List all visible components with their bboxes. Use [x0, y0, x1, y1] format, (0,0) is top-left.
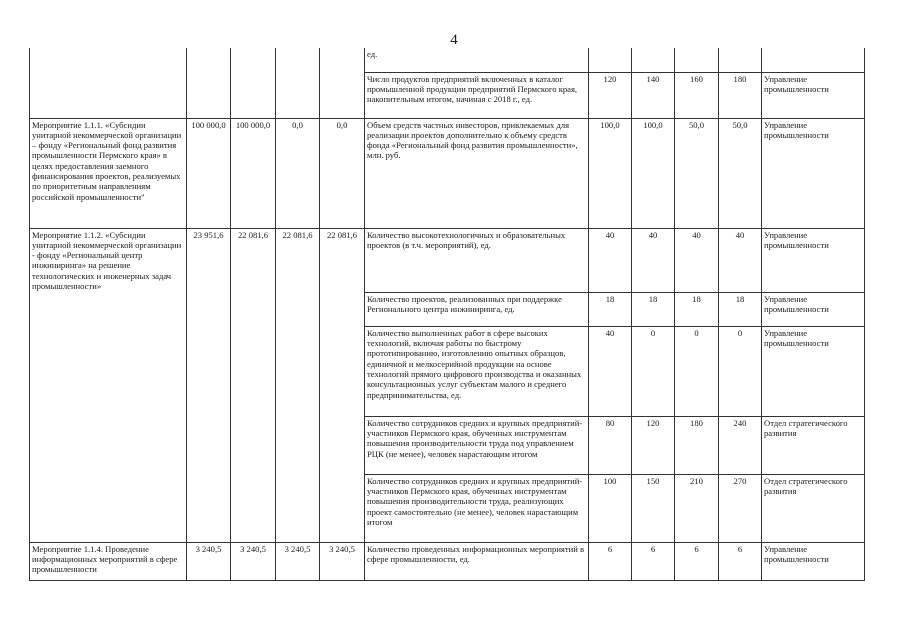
- value-cell: [675, 48, 719, 72]
- responsible-cell: [762, 48, 865, 72]
- value-cell: 18: [632, 292, 675, 326]
- table-row: [30, 118, 865, 228]
- value-cell: 6: [632, 542, 675, 580]
- value-cell: 120: [589, 72, 632, 118]
- indicator-cell: Количество проведенных информационных мероприятий в сфере промышленности, ед.: [365, 542, 589, 580]
- indicator-cell: ед.: [365, 48, 589, 72]
- value-cell: 80: [589, 416, 632, 474]
- value-cell: 100,0: [632, 118, 675, 228]
- budget-cell: [231, 72, 276, 118]
- budget-cell: [187, 326, 231, 416]
- responsible-cell: Управление промышленности: [762, 326, 865, 416]
- budget-cell: 22 081,6: [320, 228, 365, 292]
- measure-cell: [30, 474, 187, 542]
- budget-cell: [276, 474, 320, 542]
- budget-cell: [187, 72, 231, 118]
- indicator-cell: Количество проектов, реализованных при поддержке Регионального центра инжиниринга, ед.: [365, 292, 589, 326]
- value-cell: 6: [589, 542, 632, 580]
- responsible-cell: Отдел стратегического развития: [762, 474, 865, 542]
- responsible-cell: Отдел стратегического развития: [762, 416, 865, 474]
- indicator-cell: Количество выполненных работ в сфере высоких технологий, включая работы по быстрому прототипированию, изготовлению опытных образцов, единичной и мелкосерийной продукции на основе технологий прямого цифрового производства и оказанных консультационных услуг субъектам малого и среднего предпринимательства, ед.: [365, 326, 589, 416]
- value-cell: 210: [675, 474, 719, 542]
- indicator-cell: Число продуктов предприятий включенных в каталог промышленной продукции предприятий Пермского края, накопительным итогом, начиная с 2018 г., ед.: [365, 72, 589, 118]
- measure-cell: Мероприятие 1.1.4. Проведение информационных мероприятий в сфере промышленности: [30, 542, 187, 580]
- budget-cell: [187, 292, 231, 326]
- budget-cell: [231, 416, 276, 474]
- budget-cell: [320, 48, 365, 72]
- value-cell: [632, 48, 675, 72]
- value-cell: 18: [719, 292, 762, 326]
- budget-cell: [320, 474, 365, 542]
- table-row: [30, 474, 865, 542]
- measure-cell: [30, 292, 187, 326]
- indicator-cell: Количество высокотехнологичных и образовательных проектов (в т.ч. мероприятий), ед.: [365, 228, 589, 292]
- value-cell: 100,0: [589, 118, 632, 228]
- value-cell: 150: [632, 474, 675, 542]
- indicator-cell: Количество сотрудников средних и крупных предприятий-участников Пермского края, обученных инструментам повышения производительности труда под управлением РЦК (не менее), человек нарастающим итогом: [365, 416, 589, 474]
- responsible-cell: Управление промышленности: [762, 118, 865, 228]
- budget-cell: [320, 416, 365, 474]
- budget-cell: [276, 292, 320, 326]
- value-cell: 40: [632, 228, 675, 292]
- value-cell: 18: [675, 292, 719, 326]
- value-cell: 50,0: [719, 118, 762, 228]
- table-row: [30, 72, 865, 118]
- measure-cell: [30, 72, 187, 118]
- responsible-cell: Управление промышленности: [762, 542, 865, 580]
- budget-cell: 3 240,5: [276, 542, 320, 580]
- value-cell: 40: [589, 326, 632, 416]
- value-cell: 40: [675, 228, 719, 292]
- budget-cell: [187, 416, 231, 474]
- measure-cell: Мероприятие 1.1.2. «Субсидии унитарной некоммерческой организации - фонду «Региональный центр инжиниринга» на решение технологических и инженерных задач промышленности»: [30, 228, 187, 292]
- measure-cell: [30, 416, 187, 474]
- value-cell: 160: [675, 72, 719, 118]
- value-cell: 120: [632, 416, 675, 474]
- table-row: [30, 48, 865, 72]
- budget-cell: 3 240,5: [187, 542, 231, 580]
- budget-cell: 22 081,6: [276, 228, 320, 292]
- indicator-cell: Количество сотрудников средних и крупных предприятий-участников Пермского края, обученных инструментам повышения производительности труда, реализующих проект самостоятельно (не менее), человек нарастающим итогом: [365, 474, 589, 542]
- budget-cell: [187, 48, 231, 72]
- budget-cell: [276, 416, 320, 474]
- indicator-cell: Объем средств частных инвесторов, привлекаемых для реализации проектов дополнительно к объему средств фонда «Региональный фонд развития промышленности», млн. руб.: [365, 118, 589, 228]
- value-cell: 0: [675, 326, 719, 416]
- budget-cell: 23 951,6: [187, 228, 231, 292]
- table-row: [30, 228, 865, 292]
- value-cell: 6: [719, 542, 762, 580]
- budget-cell: [231, 48, 276, 72]
- table-row: [30, 416, 865, 474]
- value-cell: 18: [589, 292, 632, 326]
- value-cell: [719, 48, 762, 72]
- measure-cell: [30, 326, 187, 416]
- value-cell: 270: [719, 474, 762, 542]
- table-row: [30, 326, 865, 416]
- budget-cell: 100 000,0: [231, 118, 276, 228]
- budget-cell: [276, 48, 320, 72]
- value-cell: 180: [675, 416, 719, 474]
- value-cell: 140: [632, 72, 675, 118]
- value-cell: 100: [589, 474, 632, 542]
- value-cell: 40: [719, 228, 762, 292]
- value-cell: [589, 48, 632, 72]
- responsible-cell: Управление промышленности: [762, 72, 865, 118]
- measure-cell: Мероприятие 1.1.1. «Субсидии унитарной некоммерческой организации – фонду «Региональный фонд развития промышленности Пермского края» в целях предоставления заемного финансирования проектов, реализуемых по приоритетным направлениям российской промышленности": [30, 118, 187, 228]
- budget-cell: [320, 326, 365, 416]
- table-row: [30, 292, 865, 326]
- budget-cell: 3 240,5: [320, 542, 365, 580]
- budget-cell: [276, 72, 320, 118]
- responsible-cell: Управление промышленности: [762, 292, 865, 326]
- budget-cell: 100 000,0: [187, 118, 231, 228]
- budget-cell: [231, 474, 276, 542]
- value-cell: 180: [719, 72, 762, 118]
- budget-cell: 22 081,6: [231, 228, 276, 292]
- value-cell: 0: [632, 326, 675, 416]
- budget-cell: 3 240,5: [231, 542, 276, 580]
- budget-cell: [276, 326, 320, 416]
- page-number: 4: [450, 32, 458, 48]
- budget-cell: [187, 474, 231, 542]
- budget-cell: [320, 72, 365, 118]
- budget-cell: [231, 326, 276, 416]
- value-cell: 240: [719, 416, 762, 474]
- measure-cell: [30, 48, 187, 72]
- budget-cell: 0,0: [276, 118, 320, 228]
- value-cell: 0: [719, 326, 762, 416]
- budget-cell: [320, 292, 365, 326]
- budget-cell: 0,0: [320, 118, 365, 228]
- value-cell: 40: [589, 228, 632, 292]
- program-table: [29, 48, 865, 581]
- budget-cell: [231, 292, 276, 326]
- value-cell: 6: [675, 542, 719, 580]
- value-cell: 50,0: [675, 118, 719, 228]
- table-row: [30, 542, 865, 580]
- responsible-cell: Управление промышленности: [762, 228, 865, 292]
